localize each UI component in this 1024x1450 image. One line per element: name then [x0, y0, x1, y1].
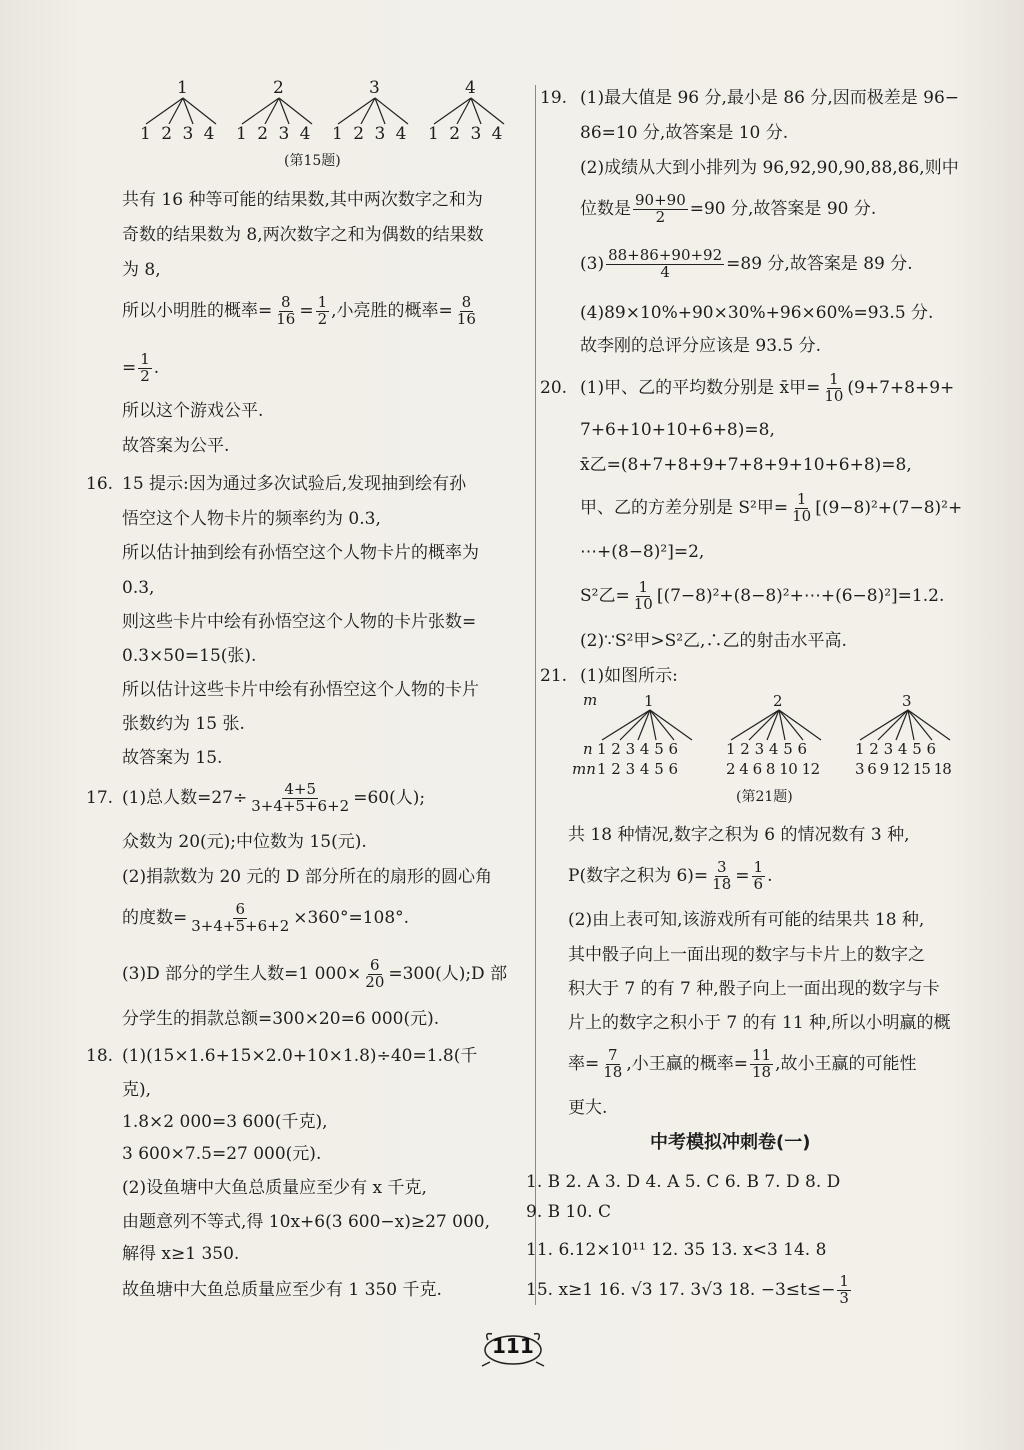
text-fragment: 的度数= [122, 907, 188, 928]
numerator: 1 [839, 1272, 849, 1290]
text-line: 15 提示:因为通过多次试验后,发现抽到绘有孙 [122, 474, 467, 494]
text-fragment: . [767, 865, 773, 886]
text-fragment: 率= [568, 1053, 600, 1074]
mn-values-1: 1 2 3 4 5 6 [597, 760, 679, 778]
text-line: (1)(15×1.6+15×2.0+10×1.8)÷40=1.8(千 [122, 1046, 478, 1066]
denominator: 2 [317, 309, 328, 328]
m-label: m [583, 691, 598, 709]
tree-root-3: 3 [902, 692, 912, 710]
fraction [138, 352, 152, 385]
text-fragment: (9+7+8+9+ [847, 377, 955, 398]
question-number: 16. [86, 474, 114, 494]
figure-15-caption: (第15题) [284, 153, 341, 169]
numerator: 11 [752, 1046, 772, 1064]
denominator: 10 [633, 594, 653, 613]
formula-line [580, 372, 954, 405]
text-line: 为 8, [122, 260, 161, 280]
text-fragment: (1)总人数=27÷ [122, 787, 248, 808]
n-values-1: 1 2 3 4 5 6 [597, 740, 679, 758]
numerator: 88+86+90+92 [608, 246, 723, 264]
formula-line [122, 902, 409, 935]
column-divider [535, 85, 536, 1305]
text-line: (1)如图所示: [580, 666, 678, 686]
text-line: 故鱼塘中大鱼总质量应至少有 1 350 千克. [122, 1280, 442, 1300]
fraction [363, 958, 386, 991]
figure-21-caption: (第21题) [736, 789, 793, 805]
tree-root-1: 1 [177, 78, 188, 98]
text-line: 解得 x≥1 350. [122, 1244, 240, 1264]
denominator: 6 [753, 874, 764, 893]
tree-leaves-4: 1 2 3 4 [428, 124, 503, 144]
text-fragment: = [735, 865, 750, 886]
formula-line [580, 193, 876, 226]
text-line: 由题意列不等式,得 10x+6(3 600−x)≥27 000, [122, 1212, 490, 1232]
numerator: 8 [461, 293, 472, 311]
text-fragment: =90 分,故答案是 90 分. [689, 198, 877, 219]
answer-line [526, 1274, 853, 1307]
tree-leaves-2: 1 2 3 4 [236, 124, 311, 144]
text-fragment: =300(人);D 部 [388, 963, 508, 984]
fraction [632, 580, 655, 613]
tree-2 [242, 98, 312, 124]
text-line: 86=10 分,故答案是 10 分. [580, 123, 789, 143]
text-line: (2)∵S²甲>S²乙,∴乙的射击水平高. [580, 631, 847, 651]
denominator: 18 [712, 874, 732, 893]
text-fragment: ,小王赢的概率= [626, 1053, 748, 1074]
fraction [837, 1274, 851, 1307]
tree-root-1: 1 [644, 692, 654, 710]
text-fragment: =60(人); [353, 787, 426, 808]
denominator: 3+4+5+6+2 [251, 796, 350, 815]
text-line: (2)设鱼塘中大鱼总质量应至少有 x 千克, [122, 1178, 427, 1198]
text-line: 0.3×50=15(张). [122, 646, 257, 666]
numerator: 1 [796, 490, 807, 508]
text-line: ⋯+(8−8)²]=2, [580, 542, 705, 562]
fraction [455, 295, 478, 328]
tree-root-4: 4 [465, 78, 476, 98]
tree-leaves-3: 1 2 3 4 [332, 124, 407, 144]
numerator: 3 [716, 858, 727, 876]
text-fragment: P(数字之积为 6)= [568, 865, 709, 886]
fraction [633, 193, 688, 226]
numerator: 90+90 [635, 191, 686, 209]
denominator: 2 [655, 207, 666, 226]
text-line: 共 18 种情况,数字之积为 6 的情况数有 3 种, [568, 825, 910, 845]
tree-root-3: 3 [369, 78, 380, 98]
text-fragment: . [153, 357, 160, 378]
text-fragment: = [299, 300, 314, 321]
tree-root-2: 2 [773, 692, 783, 710]
text-line: 其中骰子向上一面出现的数字与卡片上的数字之 [568, 945, 925, 965]
denominator: 10 [792, 506, 812, 525]
text-fragment: ×360°=108°. [293, 907, 410, 928]
text-fragment: [(7−8)²+(8−8)²+⋯+(6−8)²]=1.2. [656, 585, 945, 606]
numerator: 1 [638, 578, 649, 596]
tree-root-2: 2 [273, 78, 284, 98]
text-fragment: 位数是 [580, 198, 631, 219]
text-line: 张数约为 15 张. [122, 714, 245, 734]
numerator: 1 [753, 858, 764, 876]
tree-m1 [602, 710, 692, 740]
fraction [189, 902, 291, 935]
denominator: 18 [603, 1062, 623, 1081]
denominator: 4 [660, 262, 670, 281]
n-values-3: 1 2 3 4 5 6 [855, 740, 937, 758]
n-values-2: 1 2 3 4 5 6 [726, 740, 808, 758]
fraction [710, 860, 733, 893]
denominator: 16 [456, 309, 476, 328]
fraction [274, 295, 297, 328]
question-number: 17. [86, 788, 114, 808]
figure-21-tree [572, 690, 980, 780]
tree-leaves-1: 1 2 3 4 [140, 124, 215, 144]
text-fragment: (3)D 部分的学生人数=1 000× [122, 963, 362, 984]
question-number: 20. [540, 378, 568, 398]
formula-line [122, 352, 159, 385]
text-line: 所以估计这些卡片中绘有孙悟空这个人物的卡片 [122, 680, 479, 700]
fraction [249, 782, 351, 815]
text-line: 积大于 7 的有 7 种,骰子向上一面出现的数字与卡 [568, 979, 940, 999]
numerator: 7 [608, 1046, 618, 1064]
text-line: (4)89×10%+90×30%+96×60%=93.5 分. [580, 303, 934, 323]
n-label: n [583, 740, 593, 758]
text-line: 则这些卡片中绘有孙悟空这个人物的卡片张数= [122, 612, 477, 632]
tree-3 [338, 98, 408, 124]
text-line: (1)最大值是 96 分,最小是 86 分,因而极差是 96− [580, 88, 960, 108]
text-line: 1.8×2 000=3 600(千克), [122, 1112, 328, 1132]
text-line: 更大. [568, 1098, 608, 1118]
text-fragment: 甲、乙的方差分别是 S²甲= [580, 497, 789, 518]
text-fragment: S²乙= [580, 585, 630, 606]
answer-line: 1. B 2. A 3. D 4. A 5. C 6. B 7. D 8. D [526, 1172, 841, 1192]
text-fragment: ,小亮胜的概率= [331, 300, 453, 321]
numerator: 1 [317, 293, 328, 311]
text-line: (2)成绩从大到小排列为 96,92,90,90,88,86,则中 [580, 158, 959, 178]
numerator: 6 [235, 900, 246, 918]
text-line: x̄乙=(8+7+8+9+7+8+9+10+6+8)=8, [580, 455, 912, 475]
tree-m2 [731, 710, 821, 740]
question-number: 18. [86, 1046, 114, 1066]
denominator: 10 [824, 386, 844, 405]
text-line: 所以估计抽到绘有孙悟空这个人物卡片的概率为 [122, 543, 479, 563]
fraction [790, 492, 813, 525]
numerator: 4+5 [284, 780, 317, 798]
tree-1 [146, 98, 216, 124]
page-number: 111 [492, 1334, 534, 1358]
text-fragment: = [122, 357, 137, 378]
denominator: 2 [140, 366, 150, 385]
text-fragment: 15. x≥1 16. √3 17. 3√3 18. −3≤t≤− [526, 1279, 836, 1300]
fraction [752, 860, 766, 893]
text-line: 克), [122, 1080, 152, 1100]
text-line: 故答案为 15. [122, 748, 223, 768]
fraction [601, 1048, 624, 1081]
numerator: 1 [140, 350, 150, 368]
formula-line [122, 295, 480, 328]
fraction [822, 372, 845, 405]
mn-values-2: 2 4 6 8 10 12 [726, 760, 820, 778]
question-number: 21. [540, 666, 568, 686]
text-fragment: (3) [580, 253, 605, 274]
mn-values-3: 3 6 9 12 15 18 [855, 760, 951, 778]
formula-line [580, 248, 913, 281]
formula-line [122, 782, 425, 815]
text-line: 奇数的结果数为 8,两次数字之和为偶数的结果数 [122, 225, 484, 245]
text-line: 0.3, [122, 578, 155, 598]
text-line: 分学生的捐款总额=300×20=6 000(元). [122, 1009, 440, 1029]
text-line: 所以这个游戏公平. [122, 401, 264, 421]
text-fragment: =89 分,故答案是 89 分. [726, 253, 913, 274]
page-number-badge [478, 1328, 548, 1368]
formula-line [122, 958, 507, 991]
text-fragment: [(9−8)²+(7−8)²+ [815, 497, 963, 518]
text-line: 故李刚的总评分应该是 93.5 分. [580, 336, 822, 356]
text-fragment: ,故小王赢的可能性 [775, 1053, 917, 1074]
fraction [606, 248, 724, 281]
numerator: 1 [829, 370, 839, 388]
denominator: 3 [839, 1288, 849, 1307]
denominator: 18 [752, 1062, 772, 1081]
text-line: 片上的数字之积小于 7 的有 11 种,所以小明赢的概 [568, 1013, 951, 1033]
text-line: (2)捐款数为 20 元的 D 部分所在的扇形的圆心角 [122, 867, 492, 887]
text-fragment: 所以小明胜的概率= [122, 300, 273, 321]
text-line: 悟空这个人物卡片的频率约为 0.3, [122, 509, 381, 529]
text-line: 故答案为公平. [122, 436, 230, 456]
formula-line [568, 860, 772, 893]
denominator: 16 [276, 309, 296, 328]
tree-m3 [860, 710, 950, 740]
denominator: 20 [365, 972, 385, 991]
formula-line [580, 492, 962, 525]
formula-line [580, 580, 944, 613]
text-line: 7+6+10+10+6+8)=8, [580, 420, 775, 440]
numerator: 8 [281, 293, 291, 311]
figure-15-tree [136, 78, 516, 144]
text-fragment: (1)甲、乙的平均数分别是 x̄甲= [580, 377, 821, 398]
tree-4 [434, 98, 504, 124]
fraction [316, 295, 330, 328]
denominator: 3+4+5+6+2 [191, 916, 290, 935]
numerator: 6 [370, 956, 380, 974]
question-number: 19. [540, 88, 568, 108]
fraction [750, 1048, 773, 1081]
answer-line: 9. B 10. C [526, 1202, 611, 1222]
answer-line: 11. 6.12×10¹¹ 12. 35 13. x<3 14. 8 [526, 1240, 827, 1260]
text-line: 3 600×7.5=27 000(元). [122, 1144, 322, 1164]
text-line: (2)由上表可知,该游戏所有可能的结果共 18 种, [568, 910, 925, 930]
text-line: 众数为 20(元);中位数为 15(元). [122, 832, 367, 852]
section-title: 中考模拟冲刺卷(一) [650, 1132, 811, 1153]
formula-line [568, 1048, 917, 1081]
mn-label: mn [572, 760, 596, 778]
text-line: 共有 16 种等可能的结果数,其中两次数字之和为 [122, 190, 483, 210]
